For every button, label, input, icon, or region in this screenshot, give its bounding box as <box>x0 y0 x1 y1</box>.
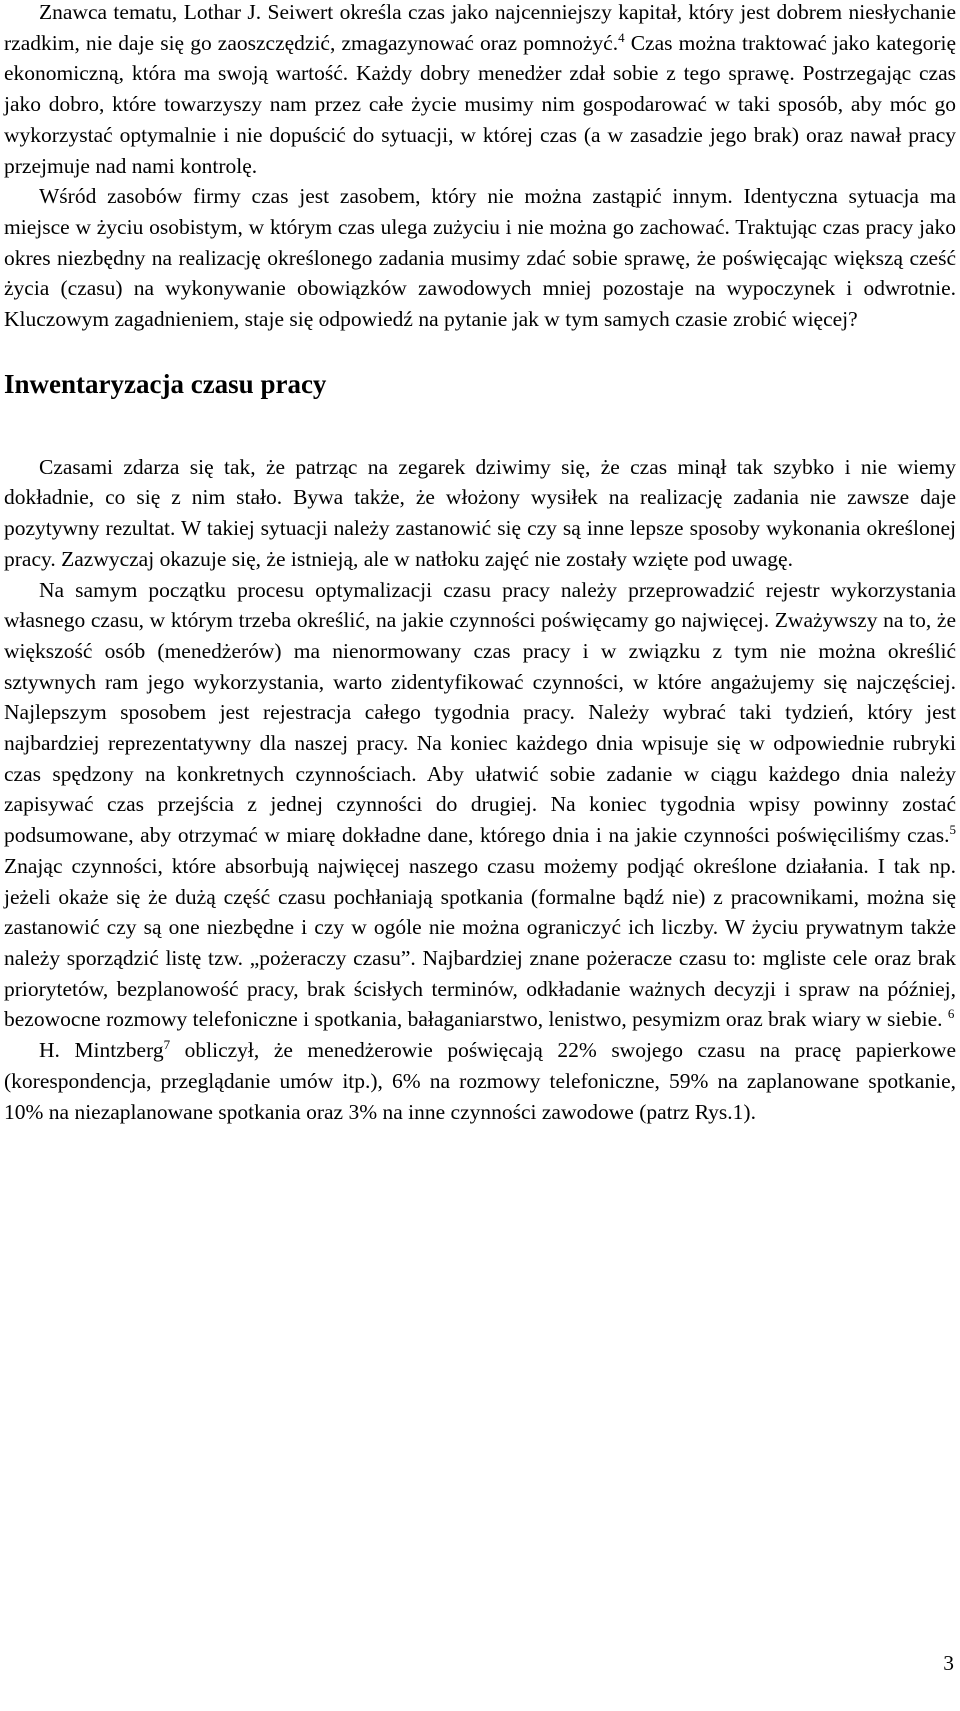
footnote-ref-7[interactable]: 7 <box>163 1037 171 1053</box>
section-paragraph-2 <box>4 575 956 1036</box>
page-number: 3 <box>943 1651 954 1675</box>
paragraph-text: H. Mintzberg <box>39 1038 164 1063</box>
paragraph-text: Znawca tematu, Lothar J. Seiwert określa czas jako najcenniejszy kapitał, który jest dobrem niesłychanie rzadkim, nie daje się go zaoszczędzić, zmagazynować oraz pomnożyć. <box>4 0 956 55</box>
footnote-ref-6[interactable]: 6 <box>947 1006 955 1022</box>
paragraph-text: Wśród zasobów firmy czas jest zasobem, który nie można zastąpić innym. Identyczna sytuacja ma miejsce w życiu osobistym, w którym czas ulega zużyciu i nie można go zachować. Traktując czas pracy jako okres niezbędny na realizację określonego zadania musimy zdać sobie sprawę, że poświęcając większą cześć życia (czasu) na wykonywanie obowiązków zawodowych mniej pozostaje na wypoczynek i odwrotnie. Kluczowym zagadnieniem, staje się odpowiedź na pytanie jak w tym samych czasie zrobić więcej? <box>4 184 956 332</box>
section-paragraph-1 <box>4 452 956 575</box>
paragraph-text: obliczył, że menedżerowie poświęcają 22% swojego czasu na pracę papierkowe (korespondencja, przeglądanie umów itp.), 6% na rozmowy telefoniczne, 59% na zaplanowane spotkanie, 10% na niezaplanowane spotkania oraz 3% na inne czynności zawodowe (patrz Rys.1). <box>4 1038 956 1124</box>
page-content <box>4 0 956 1127</box>
paragraph-text: Znając czynności, które absorbują najwięcej naszego czasu możemy podjąć określone działania. I tak np. jeżeli okaże się że dużą część czasu pochłaniają spotkania (formalne bądź nie) z pracownikami, można się zastanowić czy są one niezbędne i czy w ogóle nie można ograniczyć ich liczby. W życiu prywatnym także należy sporządzić listę tzw. „pożeraczy czasu”. Najbardziej znane pożeracze czasu to: mgliste cele oraz brak priorytetów, bezplanowość pracy, brak ścisłych terminów, odkładanie ważnych decyzji i spraw na później, bezowocne rozmowy telefoniczne i spotkania, bałaganiarstwo, lenistwo, pesymizm oraz brak wiary w siebie. <box>4 853 956 1032</box>
intro-paragraph-2 <box>4 181 956 335</box>
intro-paragraph-1 <box>4 0 956 181</box>
paragraph-text: Na samym początku procesu optymalizacji czasu pracy należy przeprowadzić rejestr wykorzystania własnego czasu, w którym trzeba określić, na jakie czynności poświęcamy go najwięcej. Zważywszy na to, że większość osób (menedżerów) ma nienormowany czas pracy i w związku z tym nie można określić sztywnych ram jego wykorzystania, warto zidentyfikować czynności, w które angażujemy się najczęściej. Najlepszym sposobem jest rejestracja całego tygodnia pracy. Należy wybrać taki tydzień, który jest najbardziej reprezentatywny dla naszej pracy. Na koniec każdego dnia wpisuje się w odpowiednie rubryki czas spędzony na konkretnych czynnościach. Aby ułatwić sobie zadanie w ciągu każdego dnia należy zapisywać czas przejścia z jednej czynności do drugiej. Na koniec tygodnia wpisy powinny zostać podsumowane, aby otrzymać w miarę dokładne dane, którego dnia i na jakie czynności poświęciliśmy czas. <box>4 577 956 848</box>
footnote-ref-5[interactable]: 5 <box>949 822 956 838</box>
paragraph-text: Czasami zdarza się tak, że patrząc na zegarek dziwimy się, że czas minął tak szybko i nie wiemy dokładnie, co się z nim stało. Bywa także, że włożony wysiłek na realizację zadania nie zawsze daje pozytywny rezultat. W takiej sytuacji należy zastanowić się czy są inne lepsze sposoby wykonania określonej pracy. Zazwyczaj okazuje się, że istnieją, ale w natłoku zajęć nie zostały wzięte pod uwagę. <box>4 454 956 571</box>
footnote-ref-4[interactable]: 4 <box>618 29 625 45</box>
paragraph-text: Czas można traktować jako kategorię ekonomiczną, która ma swoją wartość. Każdy dobry menedżer zdał sobie z tego sprawę. Postrzegając czas jako dobro, które towarzyszy nam przez całe życie musimy nim gospodarować w taki sposób, aby móc go wykorzystać optymalnie i nie dopuścić do sytuacji, w której czas (a w zasadzie jego brak) oraz nawał pracy przejmuje nad nami kontrolę. <box>4 30 956 178</box>
section-paragraph-3 <box>4 1035 956 1127</box>
section-heading: Inwentaryzacja czasu pracy <box>4 368 327 399</box>
